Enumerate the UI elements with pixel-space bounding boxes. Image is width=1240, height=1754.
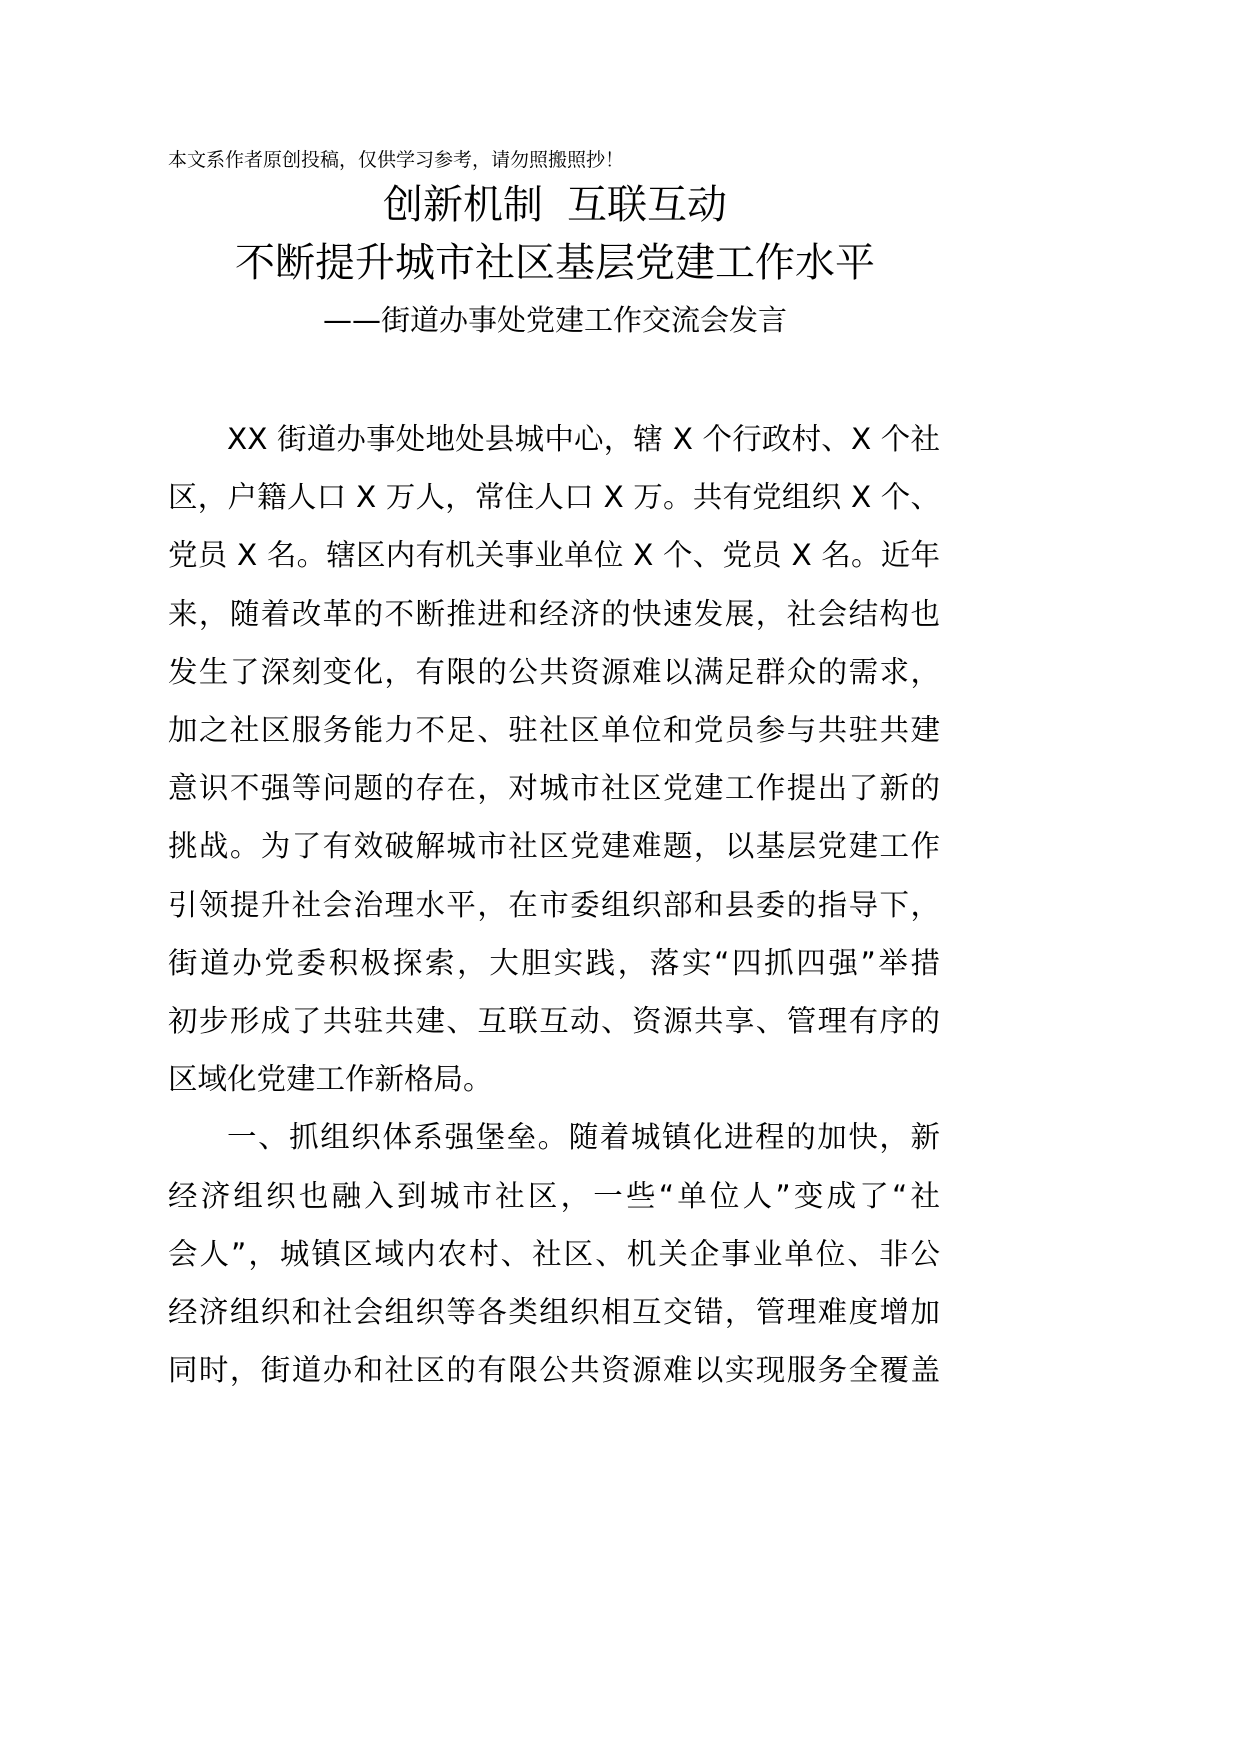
body-line: 经济组织和社会组织等各类组织相互交错，管理难度增加 xyxy=(168,1295,940,1330)
body-line: 发生了深刻变化，有限的公共资源难以满足群众的需求， xyxy=(168,654,940,689)
title-line-1-part-2: 互联互动 xyxy=(567,182,727,228)
body-line: 意识不强等问题的存在，对城市社区党建工作提出了新的 xyxy=(168,771,940,806)
paragraph-section-1 xyxy=(168,1108,940,1399)
subtitle: ——街道办事处党建工作交流会发言 xyxy=(322,303,787,337)
body-line: 区域化党建工作新格局。 xyxy=(168,1062,493,1097)
body-line: 初步形成了共驻共建、互联互动、资源共享、管理有序的 xyxy=(168,1004,940,1039)
body-line: 引领提升社会治理水平，在市委组织部和县委的指导下， xyxy=(168,887,940,922)
paragraph-intro xyxy=(168,410,940,1108)
title-line-2: 不断提升城市社区基层党建工作水平 xyxy=(235,240,875,286)
body-line: 来，随着改革的不断推进和经济的快速发展，社会结构也 xyxy=(168,596,940,631)
body-line: 同时，街道办和社区的有限公共资源难以实现服务全覆盖 xyxy=(168,1353,940,1388)
body-line: 党员 X 名。辖区内有机关事业单位 X 个、党员 X 名。近年 xyxy=(168,538,940,573)
body-line: 街道办党委积极探索，大胆实践，落实“四抓四强”举措 xyxy=(168,945,940,980)
body-line: 会人”，城镇区域内农村、社区、机关企事业单位、非公 xyxy=(168,1236,940,1271)
body-line: 挑战。为了有效破解城市社区党建难题，以基层党建工作 xyxy=(168,829,940,864)
body-line: 加之社区服务能力不足、驻社区单位和党员参与共驻共建 xyxy=(168,713,940,748)
body-line: 经济组织也融入到城市社区，一些“单位人”变成了“社 xyxy=(168,1178,940,1213)
document-body xyxy=(168,410,940,1399)
title-line-1-part-1: 创新机制 xyxy=(383,182,543,228)
body-line: XX 街道办事处地处县城中心，辖 X 个行政村、X 个社 xyxy=(227,422,940,456)
body-line: 区，户籍人口 X 万人，常住人口 X 万。共有党组织 X 个、 xyxy=(168,480,940,515)
section-heading-line: 一、抓组织体系强堡垒。随着城镇化进程的加快，新 xyxy=(227,1120,940,1155)
copyright-note: 本文系作者原创投稿，仅供学习参考，请勿照搬照抄！ xyxy=(168,149,625,171)
title-line-1 xyxy=(0,180,1110,230)
